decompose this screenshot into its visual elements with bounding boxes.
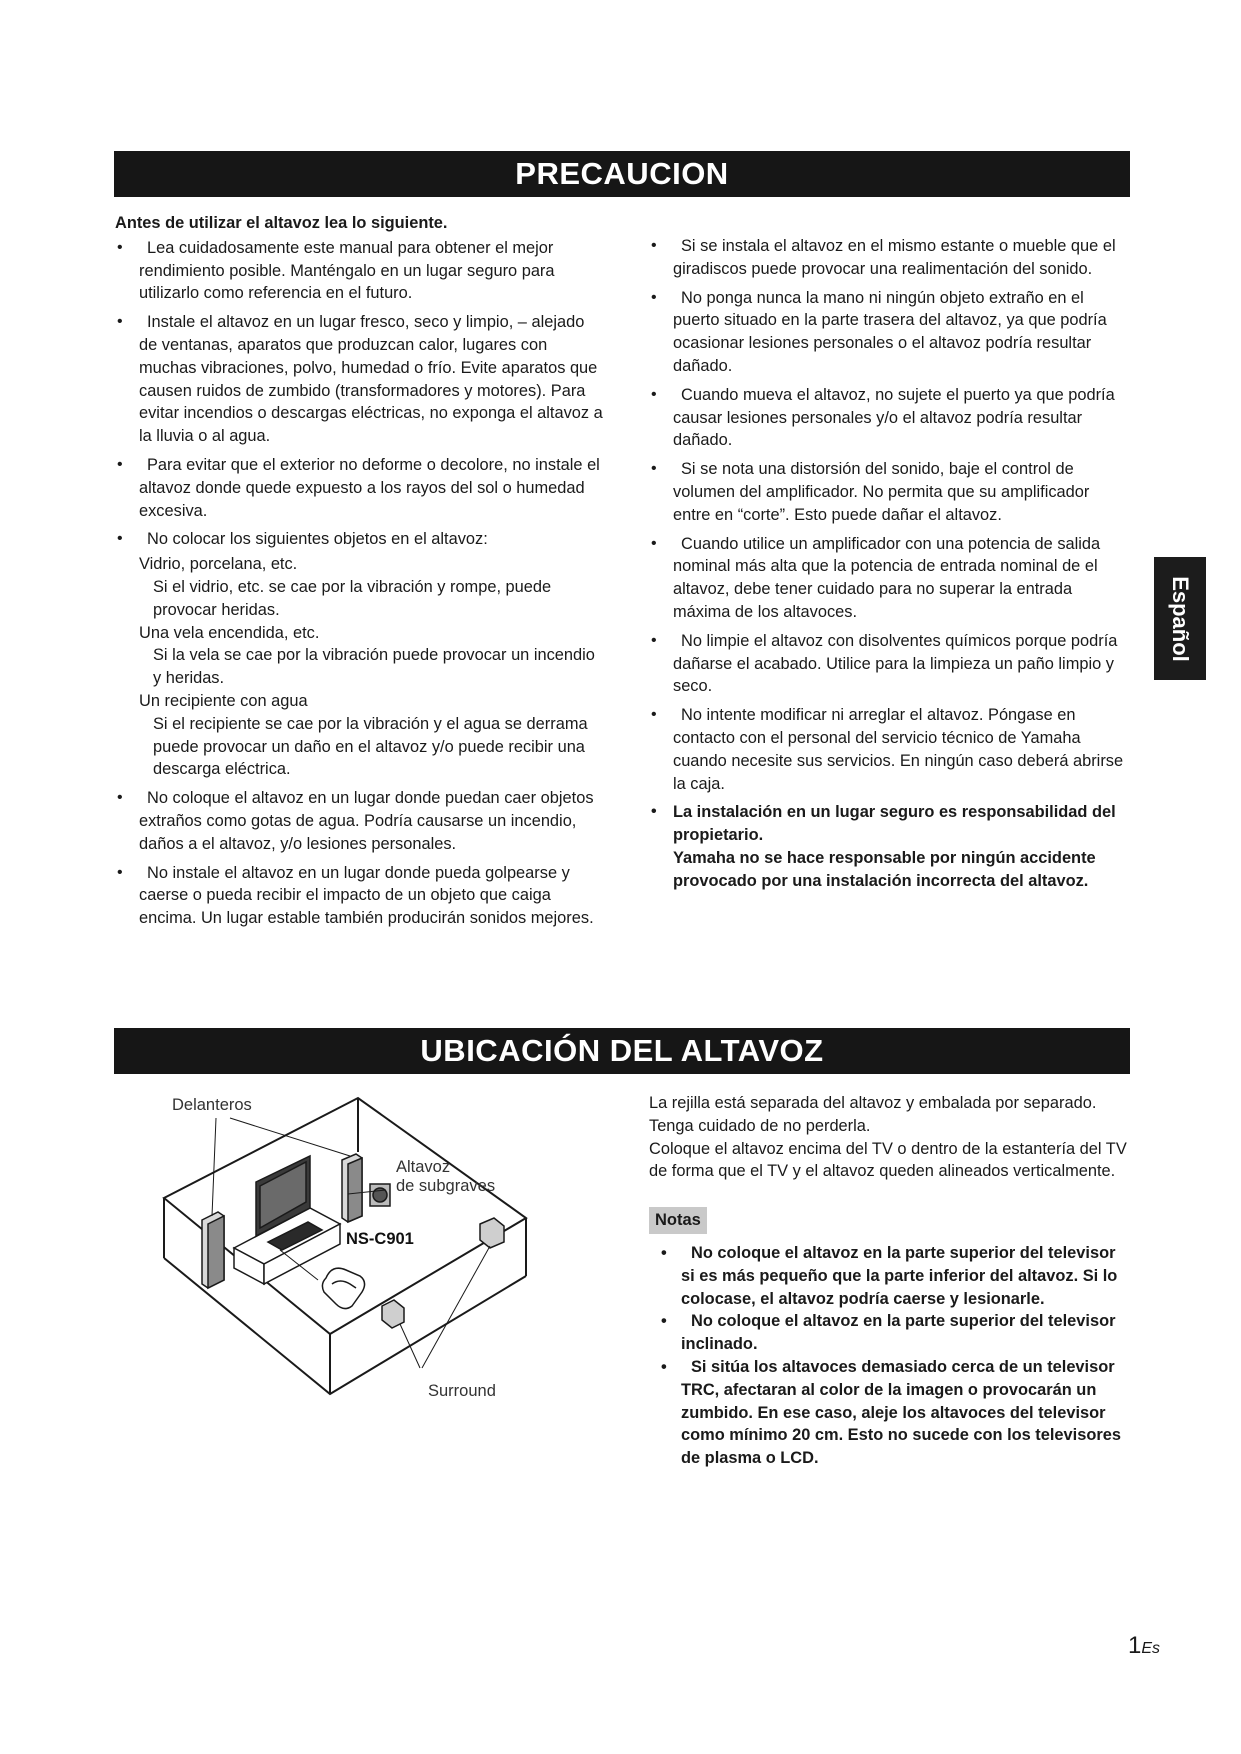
leader-line-front-left — [212, 1118, 216, 1216]
page-number — [1128, 1632, 1160, 1660]
object-description: Si el vidrio, etc. se cae por la vibración y rompe, puede provocar heridas. — [153, 577, 552, 619]
precaution-item: • No instale el altavoz en un lugar donde pueda golpearse y caerse o pueda recibir el impacto de un objeto que caiga encima. Un lugar estable también producirán sonidos mejores. — [115, 862, 607, 930]
precaution-item: • No ponga nunca la mano ni ningún objeto extraño en el puerto situado en la parte trasera del altavoz, ya que podría ocasionar lesiones personales o el altavoz podría resultar dañado. — [649, 287, 1129, 378]
precaution-item: • Instale el altavoz en un lugar fresco, seco y limpio, – alejado de ventanas, aparatos que produzcan calor, lugares con muchas vibraciones, polvo, humedad o frío. Evite aparatos que causen ruidos de zumbido (transformadores y motores). Para evitar incendios o descargas eléctricas, no exponga el altavoz a la lluvia o al agua. — [115, 311, 607, 448]
ubicacion-heading: UBICACIÓN DEL ALTAVOZ — [114, 1028, 1130, 1074]
center-speaker-label: NS-C901 — [346, 1230, 414, 1248]
notes-list — [649, 1242, 1129, 1470]
objects-list — [139, 553, 607, 781]
responsibility-note: • La instalación en un lugar seguro es responsabilidad del propietario. — [673, 803, 1116, 845]
page-language-suffix: Es — [1141, 1640, 1161, 1657]
leader-line-surround-right — [422, 1246, 490, 1368]
subwoofer-label-line1: Altavoz — [396, 1158, 451, 1176]
front-left-speaker-side — [208, 1216, 224, 1288]
grille-paragraph: La rejilla está separada del altavoz y embalada por separado. Tenga cuidado de no perderla. — [649, 1094, 1097, 1135]
precaution-item: • No limpie el altavoz con disolventes químicos porque podría dañarse el acabado. Utilice para la limpieza un paño limpio y seco. — [649, 630, 1129, 698]
language-tab — [1154, 557, 1206, 680]
precaution-item: • Cuando mueva el altavoz, no sujete el puerto ya que podría causar lesiones personales y/o el altavoz podría resultar dañado. — [649, 384, 1129, 452]
precaucion-heading: PRECAUCION — [114, 151, 1130, 197]
front-right-speaker-side — [348, 1158, 362, 1222]
room-illustration — [160, 1090, 560, 1420]
precaution-item-important — [649, 801, 1129, 892]
page-number-digit: 1 — [1128, 1632, 1142, 1659]
object-description: Si el recipiente se cae por la vibración y el agua se derrama puede provocar un daño en el altavoz y/o puede recibir una descarga eléctrica. — [153, 714, 588, 779]
precaution-item: • No colocar los siguientes objetos en el altavoz: — [115, 528, 607, 551]
surround-speakers-label: Surround — [428, 1382, 496, 1400]
front-speakers-label: Delanteros — [172, 1096, 252, 1114]
precaution-item: • Para evitar que el exterior no deforme o decolore, no instale el altavoz donde quede expuesto a los rayos del sol o humedad excesiva. — [115, 454, 607, 522]
object-description: Si la vela se cae por la vibración puede provocar un incendio y heridas. — [153, 646, 595, 688]
note-item: • Si sitúa los altavoces demasiado cerca de un televisor TRC, afectaran al color de la imagen o provocarán un zumbido. En ese caso, aleje los altavoces del televisor como mínimo 20 cm. Esto no sucede con los televisores de plasma o LCD. — [649, 1356, 1129, 1470]
speaker-placement-diagram — [160, 1090, 560, 1420]
surround-right-speaker-icon — [480, 1218, 504, 1248]
precaution-item: • Cuando utilice un amplificador con una potencia de salida nominal más alta que la potencia de entrada nominal de el altavoz, debe tener cuidado para no superar la entrada máxima de los altavoces. — [649, 533, 1129, 624]
precautions-intro: Antes de utilizar el altavoz lea lo siguiente. — [115, 214, 448, 232]
precautions-left-column — [115, 212, 607, 936]
note-item: • No coloque el altavoz en la parte superior del televisor si es más pequeño que la parte inferior del altavoz. Si lo colocase, el altavoz podría caerse y lesionarle. — [649, 1242, 1129, 1310]
notes-label: Notas — [649, 1207, 707, 1234]
liability-note: Yamaha no se hace responsable por ningún accidente provocado por una instalación incorrecta del altavoz. — [673, 848, 1096, 890]
precautions-right-column — [649, 235, 1129, 899]
subwoofer-label-line2: de subgraves — [396, 1177, 496, 1195]
precaution-item: • No intente modificar ni arreglar el altavoz. Póngase en contacto con el personal del servicio técnico de Yamaha cuando necesite sus servicios. En ningún caso deberá abrirse la caja. — [649, 704, 1129, 795]
language-tab-label: Español — [1168, 575, 1193, 662]
note-item: • No coloque el altavoz en la parte superior del televisor inclinado. — [649, 1310, 1129, 1356]
object-name: Vidrio, porcelana, etc. — [139, 555, 298, 574]
placement-paragraph: Coloque el altavoz encima del TV o dentro de la estantería del TV de forma que el TV y el altavoz queden alineados verticalmente. — [649, 1139, 1127, 1181]
precaution-item: • Si se nota una distorsión del sonido, baje el control de volumen del amplificador. No permita que su amplificador entre en “corte”. Esto puede dañar el altavoz. — [649, 458, 1129, 526]
precaution-item: • No coloque el altavoz en un lugar donde puedan caer objetos extraños como gotas de agua. Podría causarse un incendio, daños a el altavoz, y/o lesiones personales. — [115, 787, 607, 855]
precaution-item: • Si se instala el altavoz en el mismo estante o mueble que el giradiscos puede provocar una realimentación del sonido. — [649, 235, 1129, 281]
leader-line-surround-left — [400, 1324, 420, 1368]
precaution-item: • Lea cuidadosamente este manual para obtener el mejor rendimiento posible. Manténgalo en un lugar seguro para utilizarlo como referencia en el futuro. — [115, 237, 607, 305]
object-name: Una vela encendida, etc. — [139, 623, 320, 642]
placement-text-column — [649, 1092, 1129, 1470]
armchair-icon — [322, 1268, 364, 1308]
leader-line-front-right — [230, 1118, 350, 1156]
surround-left-speaker-icon — [382, 1300, 404, 1328]
object-name: Un recipiente con agua — [139, 691, 308, 710]
